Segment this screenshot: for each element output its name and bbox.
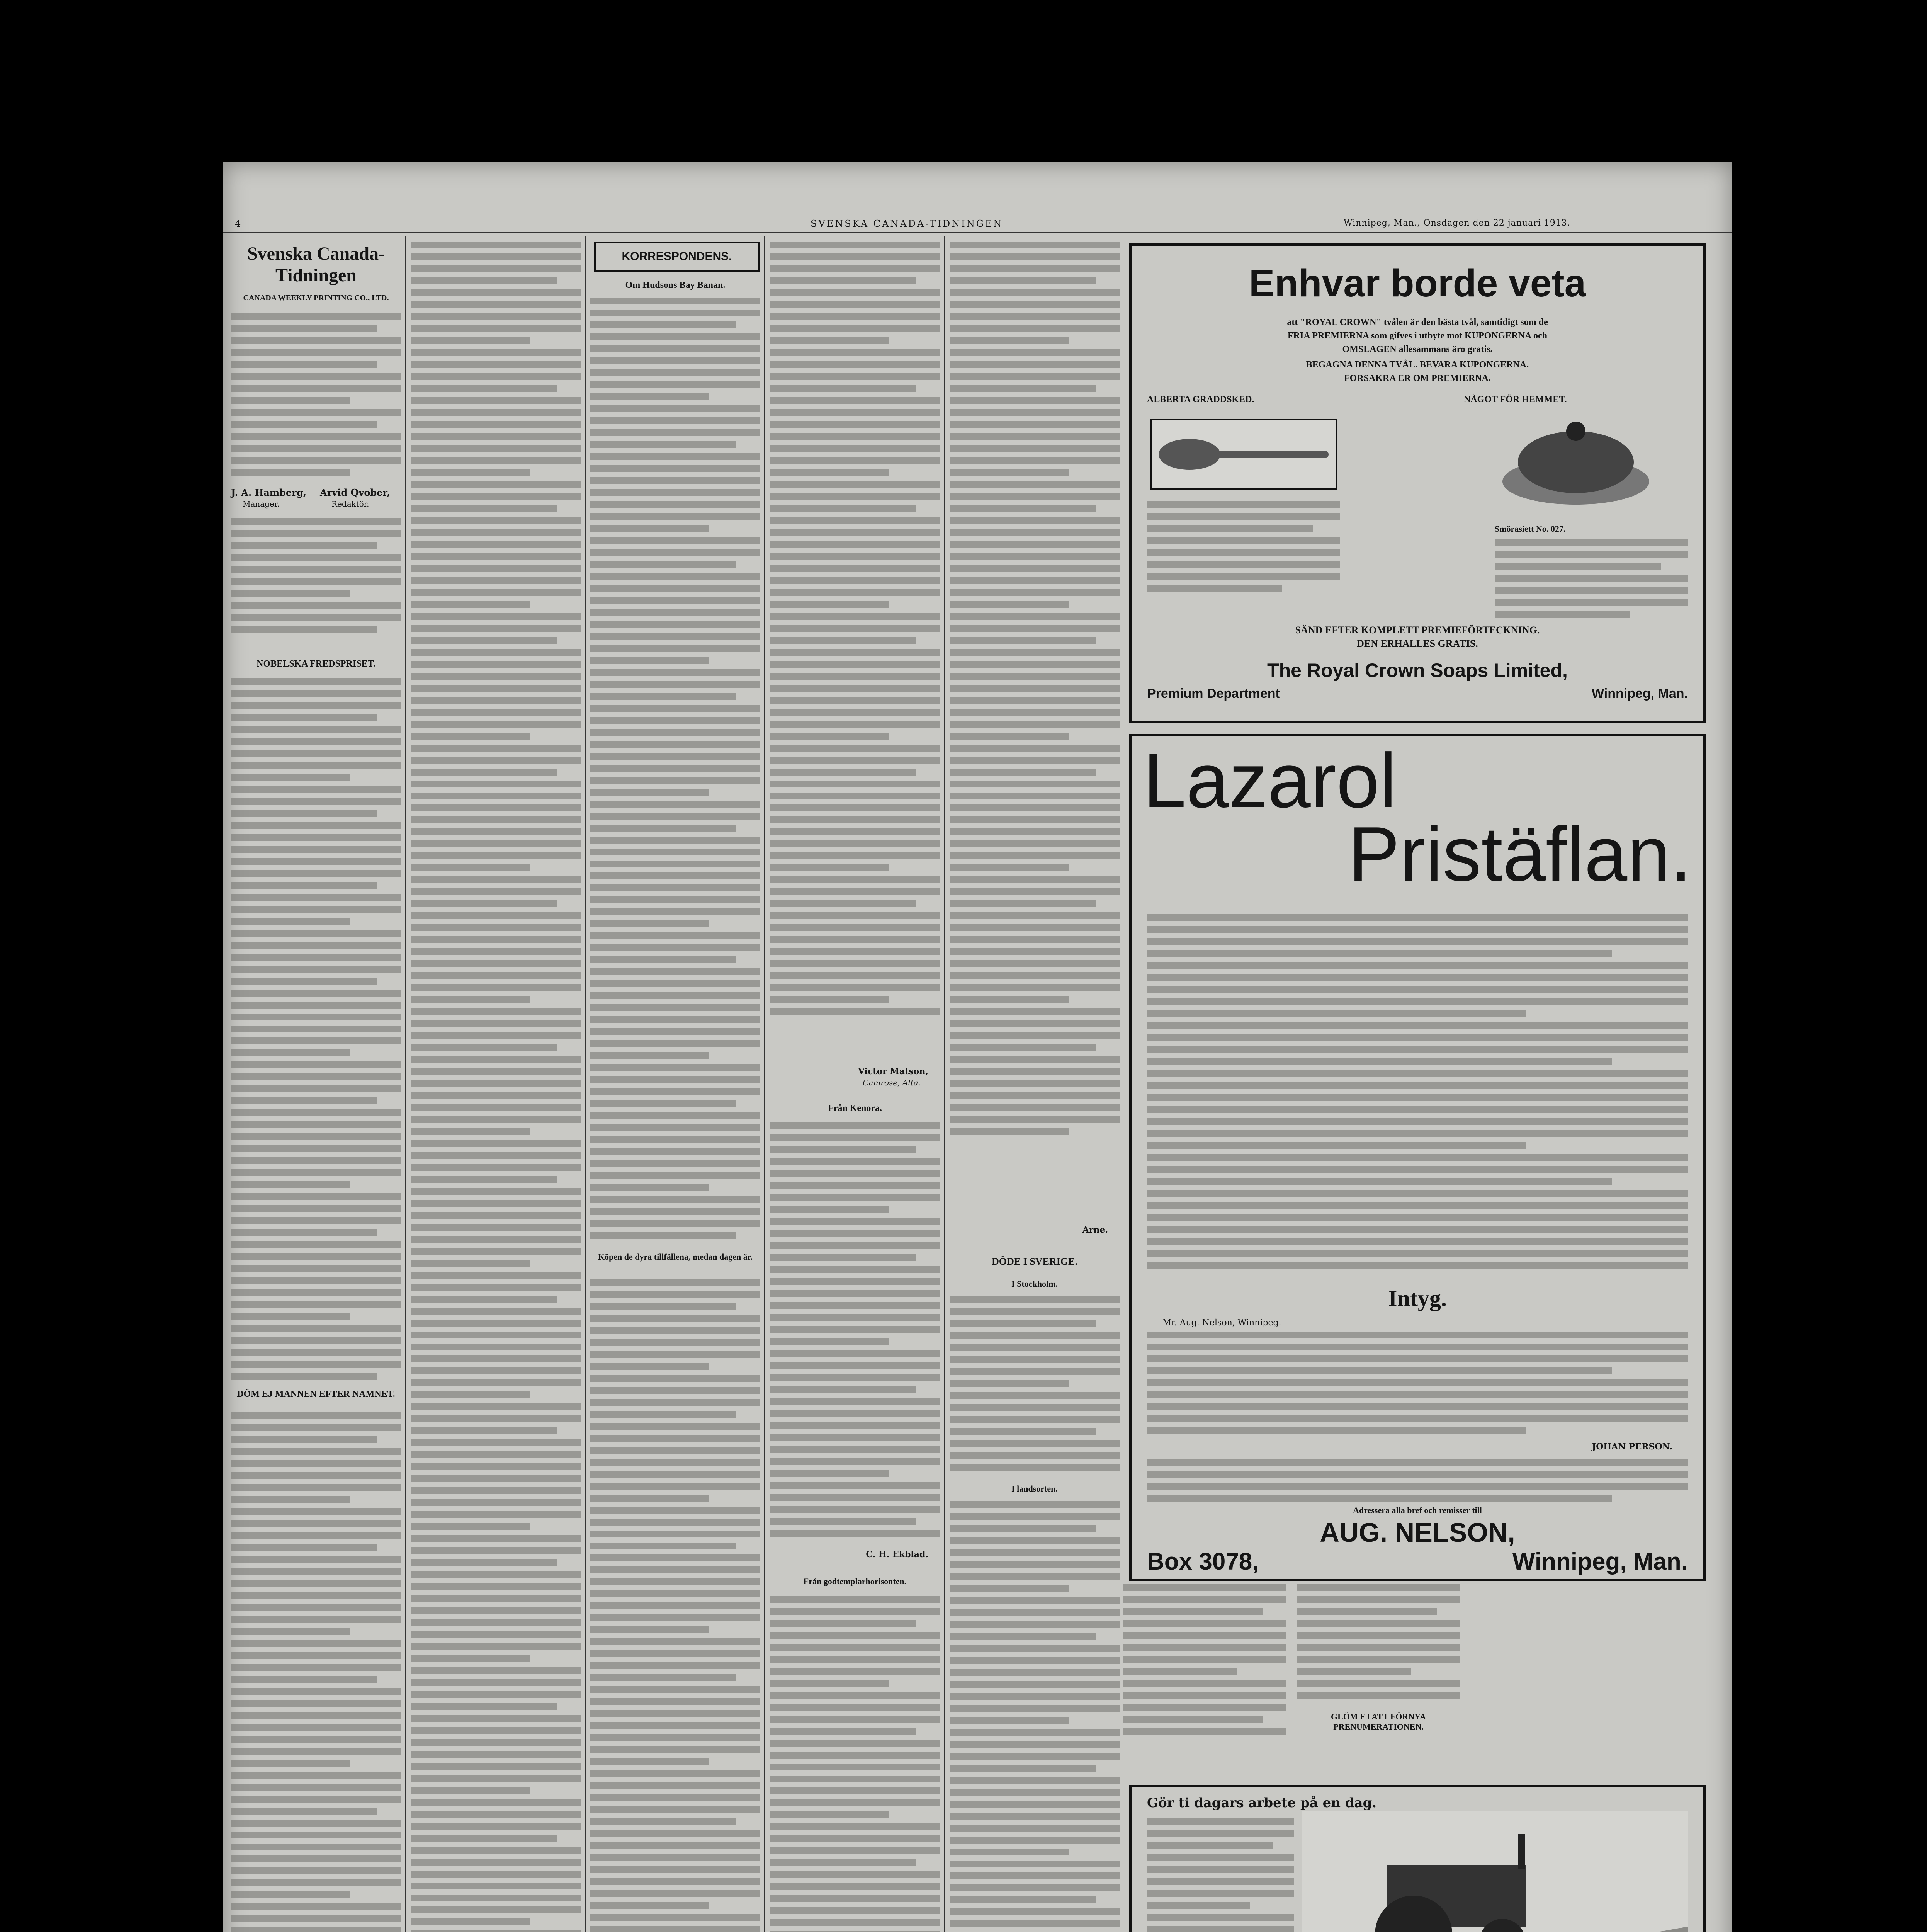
column-1: [231, 236, 401, 1932]
godtemplar-heading: Från godtemplarhorisonten.: [803, 1577, 907, 1586]
lazarol-city: Winnipeg, Man.: [1512, 1548, 1688, 1575]
lazarol-notice: Adressera alla bref och remisser till: [1353, 1505, 1482, 1515]
hudson-bay-heading: Om Hudsons Bay Banan.: [625, 280, 726, 290]
kopen-heading: Köpen de dyra tillfällena, medan dagen är.: [598, 1252, 753, 1262]
paper-title-line-1: Svenska Canada-: [247, 243, 385, 264]
masthead-rule: [223, 232, 1732, 233]
item-nagot-for-hemmet: NÅGOT FÖR HEMMET.: [1464, 395, 1567, 405]
royal-crown-line-2: FRIA PREMIERNA som gifves i utbyte mot KUPONGERNA och: [1288, 331, 1547, 341]
royal-crown-company: The Royal Crown Soaps Limited,: [1267, 660, 1568, 681]
royal-crown-dept: Premium Department: [1147, 686, 1280, 701]
royal-crown-bottom-1: SÄND EFTER KOMPLETT PREMIEFÖRTECKNING.: [1295, 624, 1540, 636]
newspaper-page: [223, 162, 1732, 1932]
item-smorasiett-label: Smörasiett No. 027.: [1495, 524, 1566, 534]
dateline: Winnipeg, Man., Onsdagen den 22 januari 1913.: [1344, 218, 1570, 228]
signature-arne: Arne.: [1082, 1225, 1108, 1235]
royal-crown-bottom-2: DEN ERHALLES GRATIS.: [1357, 638, 1478, 649]
tractor-illustration: [1302, 1811, 1688, 1932]
royal-crown-line-4: BEGAGNA DENNA TVÅL. BEVARA KUPONGERNA.: [1306, 360, 1529, 370]
lazarol-box: Box 3078,: [1147, 1548, 1259, 1575]
editor-role: Redaktör.: [331, 499, 369, 509]
royal-crown-line-1: att "ROYAL CROWN" tvålen är den bästa tvål, samtidigt som de: [1287, 317, 1548, 327]
page-number: 4: [235, 218, 243, 229]
manager-role: Manager.: [243, 499, 280, 509]
spoon-illustration: [1147, 416, 1340, 493]
royal-crown-ad: [1129, 243, 1706, 723]
royal-crown-headline: Enhvar borde veta: [1249, 262, 1586, 305]
lazarol-headline-1: Lazarol: [1143, 738, 1397, 824]
intyg-heading: Intyg.: [1388, 1286, 1447, 1311]
column-2: [411, 236, 581, 1932]
butter-dish-illustration: [1495, 416, 1657, 516]
tractor-headline: Gör ti dagars arbete på en dag.: [1147, 1795, 1377, 1811]
korrespondens-heading: KORRESPONDENS.: [594, 242, 760, 272]
dode-i-sverige-heading: DÖDE I SVERIGE.: [992, 1256, 1077, 1267]
paper-title-line-2: Tidningen: [275, 265, 357, 286]
lazarol-ad: [1129, 734, 1706, 1581]
section-nobel-heading: NOBELSKA FREDSPRISET.: [257, 659, 376, 669]
intyg-signer: JOHAN PERSON.: [1592, 1442, 1672, 1452]
publisher: CANADA WEEKLY PRINTING CO., LTD.: [243, 294, 389, 302]
royal-crown-city: Winnipeg, Man.: [1591, 686, 1688, 701]
editor-name: Arvid Qvober,: [320, 487, 390, 498]
signature-ekblad: C. H. Ekblad.: [866, 1549, 928, 1560]
signature-place: Camrose, Alta.: [863, 1078, 921, 1087]
section-name-heading: DÖM EJ MANNEN EFTER NAMNET.: [237, 1389, 395, 1399]
item-alberta-graddsked: ALBERTA GRADDSKED.: [1147, 395, 1254, 405]
lazarol-advertiser: AUG. NELSON,: [1320, 1517, 1515, 1548]
royal-crown-line-5: FORSAKRA ER OM PREMIERNA.: [1344, 373, 1491, 383]
paper-title-header: SVENSKA CANADA-TIDNINGEN: [811, 218, 1003, 229]
stockholm-heading: I Stockholm.: [1011, 1279, 1058, 1289]
column-3: [590, 236, 760, 1932]
renew-subscription-note: GLÖM EJ ATT FÖRNYA PRENUMERATIONEN.: [1331, 1712, 1426, 1731]
fran-kenora-heading: Från Kenora.: [828, 1103, 882, 1113]
column-4: [770, 236, 940, 1932]
signature-victor-matson: Victor Matson,: [858, 1066, 928, 1077]
intyg-addressee: Mr. Aug. Nelson, Winnipeg.: [1162, 1318, 1281, 1328]
column-5: [950, 236, 1120, 1932]
death-notices-continuation: [1123, 1584, 1463, 1777]
manager-name: J. A. Hamberg,: [231, 487, 306, 498]
tractor-ad: [1129, 1785, 1706, 1932]
royal-crown-line-3: OMSLAGEN allesammans äro gratis.: [1342, 344, 1493, 354]
lazarol-headline-2: Pristäflan.: [1348, 811, 1692, 897]
landsorten-heading: I landsorten.: [1011, 1484, 1058, 1493]
